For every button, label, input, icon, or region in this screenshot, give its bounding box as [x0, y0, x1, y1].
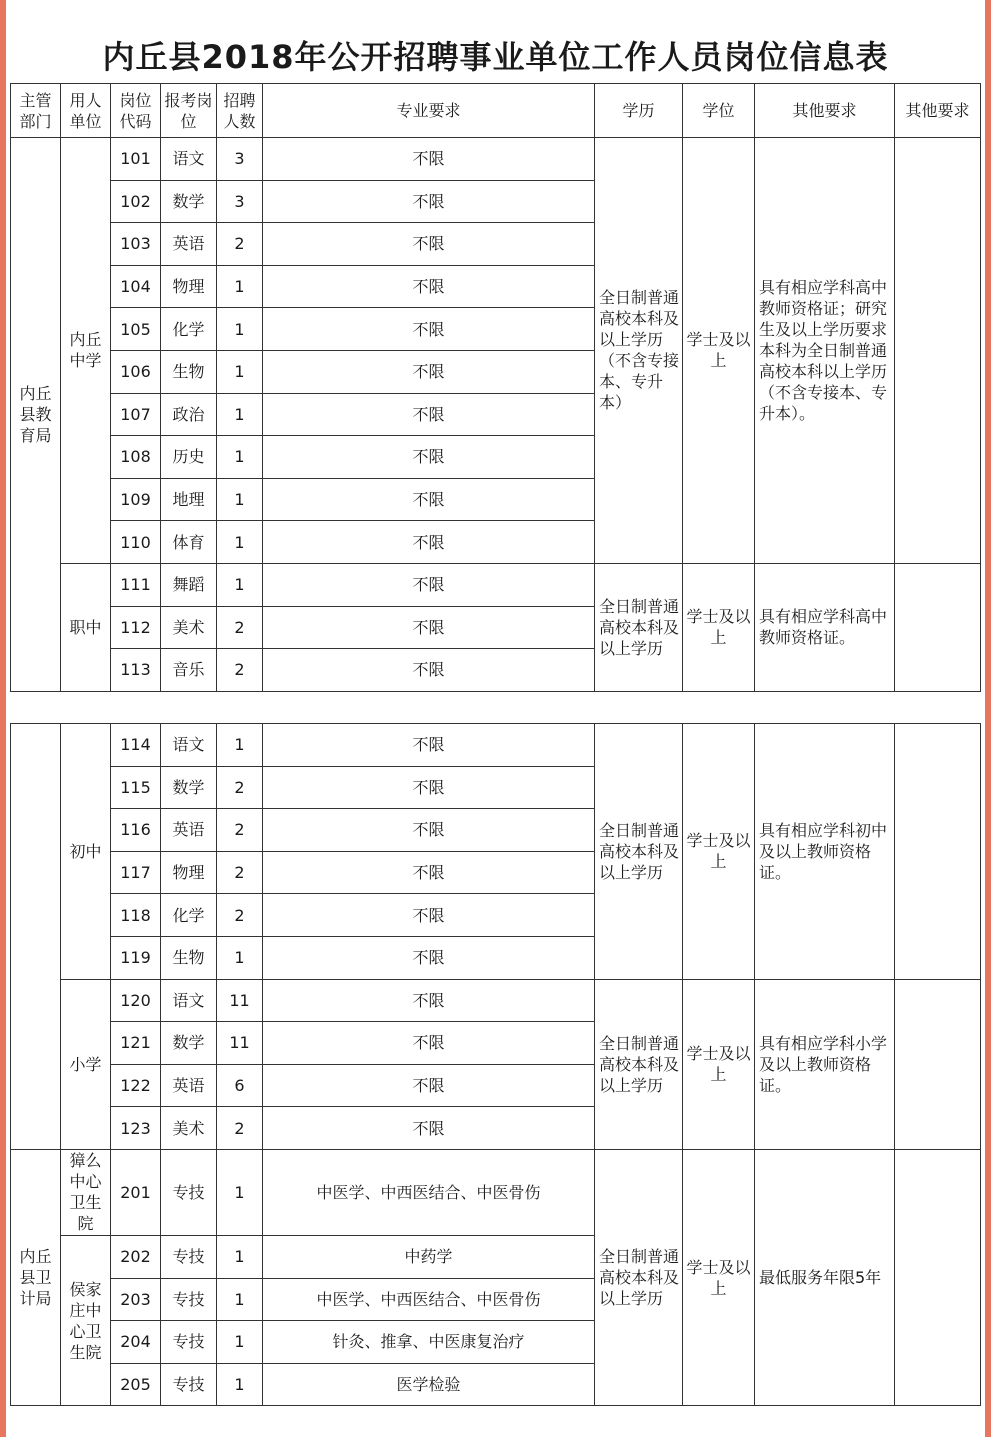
post-name: 语文 — [161, 979, 217, 1022]
other-req-health: 最低服务年限5年 — [755, 1149, 895, 1405]
post-count: 11 — [217, 979, 263, 1022]
degree-req-health: 学士及以上 — [683, 1149, 755, 1405]
degree-req-junior: 学士及以上 — [683, 724, 755, 980]
post-count: 1 — [217, 724, 263, 767]
post-name: 舞蹈 — [161, 563, 217, 606]
table-row — [11, 138, 981, 181]
post-name: 专技 — [161, 1363, 217, 1406]
edu-req-primary: 全日制普通高校本科及以上学历 — [595, 979, 683, 1149]
post-major: 不限 — [263, 724, 595, 767]
header-major: 专业要求 — [263, 84, 595, 138]
other-req-primary: 具有相应学科小学及以上教师资格证。 — [755, 979, 895, 1149]
post-count: 1 — [217, 1321, 263, 1364]
post-name: 数学 — [161, 180, 217, 223]
post-code: 106 — [111, 350, 161, 393]
other2-empty — [895, 724, 981, 980]
unit-high-school: 内丘中学 — [61, 138, 111, 564]
post-major: 不限 — [263, 521, 595, 564]
post-count: 1 — [217, 393, 263, 436]
header-other2: 其他要求 — [895, 84, 981, 138]
post-code: 122 — [111, 1064, 161, 1107]
post-major: 不限 — [263, 766, 595, 809]
unit-junior: 初中 — [61, 724, 111, 980]
post-name: 政治 — [161, 393, 217, 436]
post-code: 123 — [111, 1107, 161, 1150]
post-major: 医学检验 — [263, 1363, 595, 1406]
post-major: 不限 — [263, 308, 595, 351]
post-major: 中医学、中西医结合、中医骨伤 — [263, 1149, 595, 1235]
table-row — [11, 724, 981, 767]
post-code: 110 — [111, 521, 161, 564]
post-count: 1 — [217, 308, 263, 351]
post-code: 113 — [111, 649, 161, 692]
degree-req-high-school: 学士及以上 — [683, 138, 755, 564]
post-count: 2 — [217, 894, 263, 937]
post-major: 不限 — [263, 606, 595, 649]
edu-req-health: 全日制普通高校本科及以上学历 — [595, 1149, 683, 1405]
header-edu: 学历 — [595, 84, 683, 138]
header-unit: 用人单位 — [61, 84, 111, 138]
post-code: 108 — [111, 436, 161, 479]
post-major: 不限 — [263, 563, 595, 606]
post-code: 121 — [111, 1022, 161, 1065]
post-code: 119 — [111, 936, 161, 979]
recruitment-table-part2 — [10, 723, 981, 1406]
post-major: 不限 — [263, 180, 595, 223]
post-code: 116 — [111, 809, 161, 852]
post-count: 1 — [217, 478, 263, 521]
unit-houjiazhuang: 侯家庄中心卫生院 — [61, 1235, 111, 1405]
table-row — [11, 979, 981, 1022]
post-name: 美术 — [161, 606, 217, 649]
post-name: 专技 — [161, 1149, 217, 1235]
unit-zhangme: 獐么中心卫生院 — [61, 1149, 111, 1235]
post-code: 111 — [111, 563, 161, 606]
post-code: 117 — [111, 851, 161, 894]
post-major: 不限 — [263, 1022, 595, 1065]
other2-empty — [895, 138, 981, 564]
post-count: 2 — [217, 766, 263, 809]
post-major: 不限 — [263, 851, 595, 894]
post-major: 中医学、中西医结合、中医骨伤 — [263, 1278, 595, 1321]
post-name: 化学 — [161, 894, 217, 937]
post-name: 英语 — [161, 809, 217, 852]
header-other1: 其他要求 — [755, 84, 895, 138]
post-name: 英语 — [161, 1064, 217, 1107]
other2-empty — [895, 979, 981, 1149]
post-count: 1 — [217, 436, 263, 479]
post-count: 2 — [217, 1107, 263, 1150]
post-count: 2 — [217, 606, 263, 649]
post-code: 104 — [111, 265, 161, 308]
post-count: 2 — [217, 851, 263, 894]
post-name: 历史 — [161, 436, 217, 479]
other-req-junior: 具有相应学科初中及以上教师资格证。 — [755, 724, 895, 980]
dept-edu-bureau: 内丘县教育局 — [11, 138, 61, 692]
post-name: 数学 — [161, 1022, 217, 1065]
post-major: 不限 — [263, 265, 595, 308]
post-count: 2 — [217, 223, 263, 266]
post-count: 11 — [217, 1022, 263, 1065]
post-name: 美术 — [161, 1107, 217, 1150]
post-count: 1 — [217, 1278, 263, 1321]
post-major: 不限 — [263, 436, 595, 479]
page-title: 内丘县2018年公开招聘事业单位工作人员岗位信息表 — [102, 38, 889, 76]
post-count: 1 — [217, 936, 263, 979]
post-code: 103 — [111, 223, 161, 266]
post-code: 114 — [111, 724, 161, 767]
post-count: 1 — [217, 563, 263, 606]
header-post: 报考岗位 — [161, 84, 217, 138]
post-count: 2 — [217, 649, 263, 692]
other-req-vocational: 具有相应学科高中教师资格证。 — [755, 563, 895, 691]
post-name: 化学 — [161, 308, 217, 351]
post-major: 不限 — [263, 809, 595, 852]
post-name: 语文 — [161, 138, 217, 181]
post-name: 体育 — [161, 521, 217, 564]
other2-empty — [895, 1149, 981, 1405]
header-degree: 学位 — [683, 84, 755, 138]
post-code: 118 — [111, 894, 161, 937]
post-code: 204 — [111, 1321, 161, 1364]
edu-req-high-school: 全日制普通高校本科及以上学历（不含专接本、专升本） — [595, 138, 683, 564]
degree-req-primary: 学士及以上 — [683, 979, 755, 1149]
post-major: 不限 — [263, 1064, 595, 1107]
post-code: 109 — [111, 478, 161, 521]
dept-edu-bureau-cont — [11, 724, 61, 1150]
post-count: 1 — [217, 1149, 263, 1235]
page-frame-right — [985, 0, 991, 1437]
post-name: 数学 — [161, 766, 217, 809]
table-row — [11, 1149, 981, 1235]
post-count: 6 — [217, 1064, 263, 1107]
post-count: 1 — [217, 1363, 263, 1406]
post-code: 120 — [111, 979, 161, 1022]
post-code: 112 — [111, 606, 161, 649]
post-name: 专技 — [161, 1278, 217, 1321]
post-major: 不限 — [263, 979, 595, 1022]
unit-vocational: 职中 — [61, 563, 111, 691]
post-code: 102 — [111, 180, 161, 223]
header-dept: 主管部门 — [11, 84, 61, 138]
post-name: 语文 — [161, 724, 217, 767]
post-name: 物理 — [161, 265, 217, 308]
post-major: 不限 — [263, 393, 595, 436]
header-code: 岗位代码 — [111, 84, 161, 138]
post-major: 不限 — [263, 1107, 595, 1150]
post-code: 205 — [111, 1363, 161, 1406]
post-code: 101 — [111, 138, 161, 181]
dept-health-bureau: 内丘县卫计局 — [11, 1149, 61, 1405]
post-count: 2 — [217, 809, 263, 852]
post-code: 202 — [111, 1235, 161, 1278]
post-major: 不限 — [263, 478, 595, 521]
table-row — [11, 563, 981, 606]
post-major: 不限 — [263, 350, 595, 393]
degree-req-vocational: 学士及以上 — [683, 563, 755, 691]
post-major: 不限 — [263, 936, 595, 979]
post-code: 201 — [111, 1149, 161, 1235]
post-code: 105 — [111, 308, 161, 351]
edu-req-junior: 全日制普通高校本科及以上学历 — [595, 724, 683, 980]
other-req-high-school: 具有相应学科高中教师资格证；研究生及以上学历要求本科为全日制普通高校本科以上学历（不含专接本、专升本）。 — [755, 138, 895, 564]
post-code: 107 — [111, 393, 161, 436]
other2-empty — [895, 563, 981, 691]
post-count: 1 — [217, 265, 263, 308]
post-major: 中药学 — [263, 1235, 595, 1278]
post-major: 不限 — [263, 223, 595, 266]
post-count: 3 — [217, 138, 263, 181]
post-count: 1 — [217, 521, 263, 564]
post-name: 英语 — [161, 223, 217, 266]
post-count: 3 — [217, 180, 263, 223]
post-major: 不限 — [263, 894, 595, 937]
post-name: 物理 — [161, 851, 217, 894]
post-major: 不限 — [263, 649, 595, 692]
recruitment-table-part1 — [10, 83, 981, 692]
post-major: 针灸、推拿、中医康复治疗 — [263, 1321, 595, 1364]
post-count: 1 — [217, 1235, 263, 1278]
unit-primary: 小学 — [61, 979, 111, 1149]
post-name: 音乐 — [161, 649, 217, 692]
post-name: 生物 — [161, 936, 217, 979]
page-frame-left — [0, 0, 6, 1437]
edu-req-vocational: 全日制普通高校本科及以上学历 — [595, 563, 683, 691]
header-count: 招聘人数 — [217, 84, 263, 138]
header-row — [11, 84, 981, 138]
post-name: 专技 — [161, 1321, 217, 1364]
post-major: 不限 — [263, 138, 595, 181]
post-code: 203 — [111, 1278, 161, 1321]
post-name: 生物 — [161, 350, 217, 393]
post-name: 专技 — [161, 1235, 217, 1278]
post-code: 115 — [111, 766, 161, 809]
post-name: 地理 — [161, 478, 217, 521]
post-count: 1 — [217, 350, 263, 393]
